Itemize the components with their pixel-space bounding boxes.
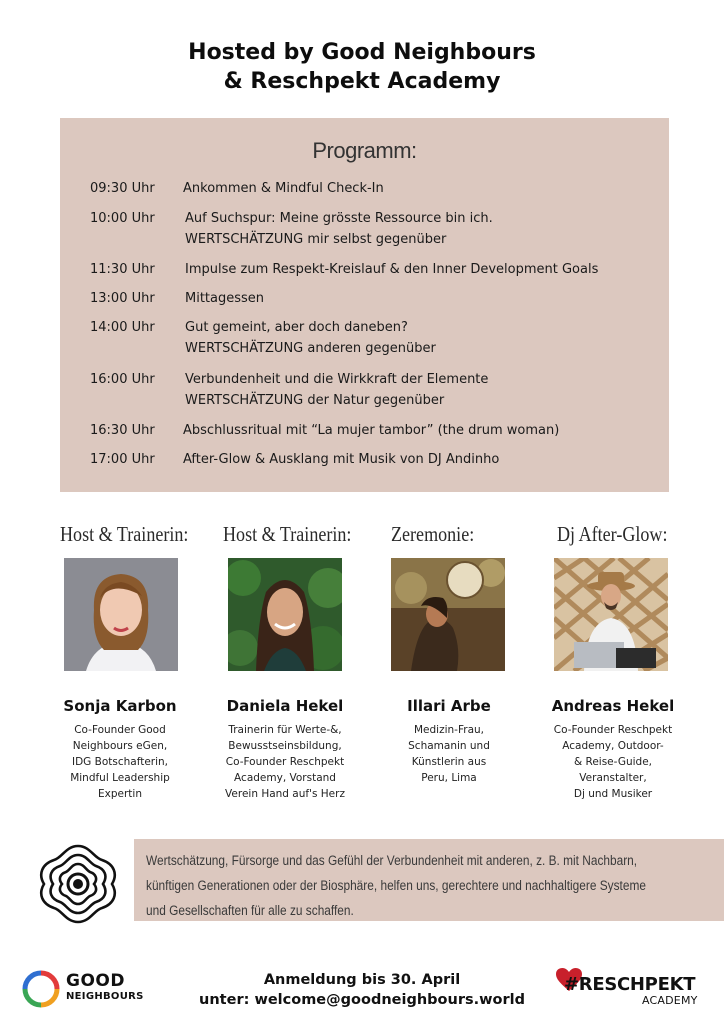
person-name: Illari Arbe [407, 697, 491, 715]
registration-deadline: Anmeldung bis 30. April [263, 972, 461, 988]
bio-line: Peru, Lima [421, 772, 477, 784]
portrait-photo-sonja [64, 558, 178, 671]
program-text: Verbundenheit und die Wirkkraft der Elemente [185, 372, 489, 387]
bio-line: Expertin [98, 788, 142, 800]
program-text-sub: WERTSCHÄTZUNG mir selbst gegenüber [185, 232, 447, 247]
program-heading: Programm: [312, 138, 417, 163]
gn-logo-subtext: NEIGHBOURS [66, 991, 144, 1002]
program-time: 13:00 Uhr [90, 291, 155, 306]
title-line-1: Hosted by Good Neighbours [188, 40, 536, 65]
quote-text [146, 848, 709, 923]
portrait-photo-daniela [228, 558, 342, 671]
registration-info [180, 970, 544, 1010]
program-time: 09:30 Uhr [90, 181, 155, 196]
program-time: 10:00 Uhr [90, 211, 155, 226]
page-title [0, 38, 724, 96]
bio-line: & Reise-Guide, [573, 756, 652, 768]
flower-logo-icon [36, 842, 120, 926]
quote-line: und Gesellschaften für alle zu schaffen. [146, 903, 354, 918]
program-text: Ankommen & Mindful Check-In [183, 181, 384, 196]
role-label: Host & Trainerin: [223, 522, 352, 546]
quote-line: künftigen Generationen oder der Biosphäre, helfen uns, gerechtere und nachhaltigere Systeme [146, 878, 646, 893]
bio-line: Schamanin und [408, 740, 490, 752]
registration-email[interactable]: unter: welcome@goodneighbours.world [199, 992, 525, 1008]
person-bio [205, 722, 365, 802]
bio-line: Neighbours eGen, [72, 740, 168, 752]
program-time: 17:00 Uhr [90, 452, 155, 467]
bio-line: Academy, Vorstand [234, 772, 336, 784]
program-text: Gut gemeint, aber doch daneben? [185, 320, 408, 335]
bio-line: Trainerin für Werte-&, [228, 724, 342, 736]
gn-logo-text: GOOD [66, 971, 125, 991]
portrait-photo-illari [391, 558, 505, 671]
program-time: 11:30 Uhr [90, 262, 155, 277]
bio-line: Co-Founder Reschpekt [225, 756, 345, 768]
program-panel [60, 118, 669, 492]
good-neighbours-ring-icon [22, 970, 60, 1008]
person-name: Daniela Hekel [226, 697, 344, 715]
program-text-sub: WERTSCHÄTZUNG der Natur gegenüber [185, 393, 445, 408]
bio-line: Co-Founder Reschpekt [553, 724, 673, 736]
bio-line: Dj und Musiker [573, 788, 653, 800]
rp-logo-subtext: ACADEMY [642, 994, 698, 1007]
program-text: Abschlussritual mit “La mujer tambor” (the drum woman) [183, 423, 560, 438]
bio-line: Veranstalter, [579, 772, 647, 784]
bio-line: Mindful Leadership [70, 772, 170, 784]
rp-logo-text: #RESCHPEKT [564, 974, 696, 995]
bio-line: Künstlerin aus [411, 756, 487, 768]
bio-line: Medizin-Frau, [414, 724, 484, 736]
program-time: 16:30 Uhr [90, 423, 155, 438]
portrait-photo-andreas [554, 558, 668, 671]
bio-line: Academy, Outdoor- [562, 740, 664, 752]
person-name: Andreas Hekel [551, 697, 675, 715]
bio-line: Verein Hand auf's Herz [225, 788, 345, 800]
person-name: Sonja Karbon [63, 697, 177, 715]
bio-line: Bewusstseinsbildung, [228, 740, 342, 752]
quote-line: Wertschätzung, Fürsorge und das Gefühl der Verbundenheit mit anderen, z. B. mit Nachbarn, [146, 853, 638, 868]
good-neighbours-logo [22, 970, 152, 1008]
role-label: Dj After-Glow: [557, 522, 668, 546]
program-text: Impulse zum Respekt-Kreislauf & den Inner Development Goals [185, 262, 599, 277]
role-label: Host & Trainerin: [60, 522, 189, 546]
program-time: 14:00 Uhr [90, 320, 155, 335]
reschpekt-academy-logo [554, 968, 714, 1012]
role-label: Zeremonie: [391, 522, 475, 546]
program-text: After-Glow & Ausklang mit Musik von DJ Andinho [183, 452, 500, 467]
title-line-2: & Reschpekt Academy [223, 69, 501, 94]
person-bio [369, 722, 529, 786]
person-bio [40, 722, 200, 802]
quote-panel [134, 839, 724, 921]
person-bio [533, 722, 693, 802]
program-text-sub: WERTSCHÄTZUNG anderen gegenüber [185, 341, 436, 356]
bio-line: Co-Founder Good [74, 724, 166, 736]
program-text: Auf Suchspur: Meine grösste Ressource bin ich. [185, 211, 493, 226]
bio-line: IDG Botschafterin, [71, 756, 169, 768]
program-text: Mittagessen [185, 291, 265, 306]
program-time: 16:00 Uhr [90, 372, 155, 387]
